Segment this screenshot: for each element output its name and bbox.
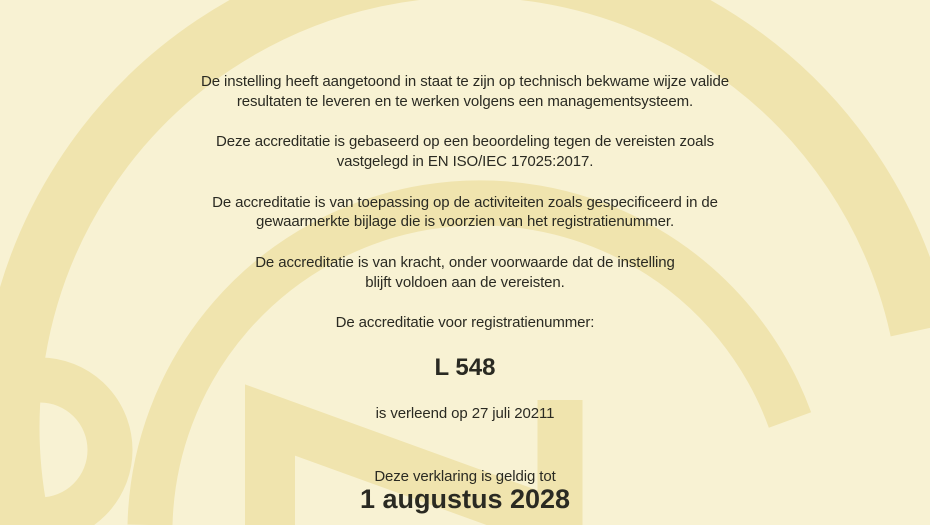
registration-intro: De accreditatie voor registratienummer:	[335, 314, 595, 331]
paragraph-2-line-2: vastgelegd in EN ISO/IEC 17025:2017.	[336, 153, 594, 170]
paragraph-3-line-1: De accreditatie is van toepassing op de activiteiten zoals gespecificeerd in de	[212, 194, 718, 211]
paragraph-4-line-1: De accreditatie is van kracht, onder voorwaarde dat de instelling	[255, 254, 675, 271]
granted-date: is verleend op 27 juli 20211	[375, 405, 555, 422]
valid-until-date: 1 augustus 2028	[359, 484, 571, 514]
paragraph-2-line-1: Deze accreditatie is gebaseerd op een beoordeling tegen de vereisten zoals	[216, 133, 714, 150]
paragraph-4-line-2: blijft voldoen aan de vereisten.	[365, 274, 565, 291]
valid-intro: Deze verklaring is geldig tot	[374, 468, 556, 485]
paragraph-3-line-2: gewaarmerkte bijlage die is voorzien van het registratienummer.	[255, 213, 675, 230]
paragraph-1-line-2: resultaten te leveren en te werken volgens een managementsysteem.	[236, 93, 694, 110]
paragraph-1-line-1: De instelling heeft aangetoond in staat te zijn op technisch bekwame wijze valide	[200, 73, 730, 90]
registration-number: L 548	[434, 354, 496, 381]
